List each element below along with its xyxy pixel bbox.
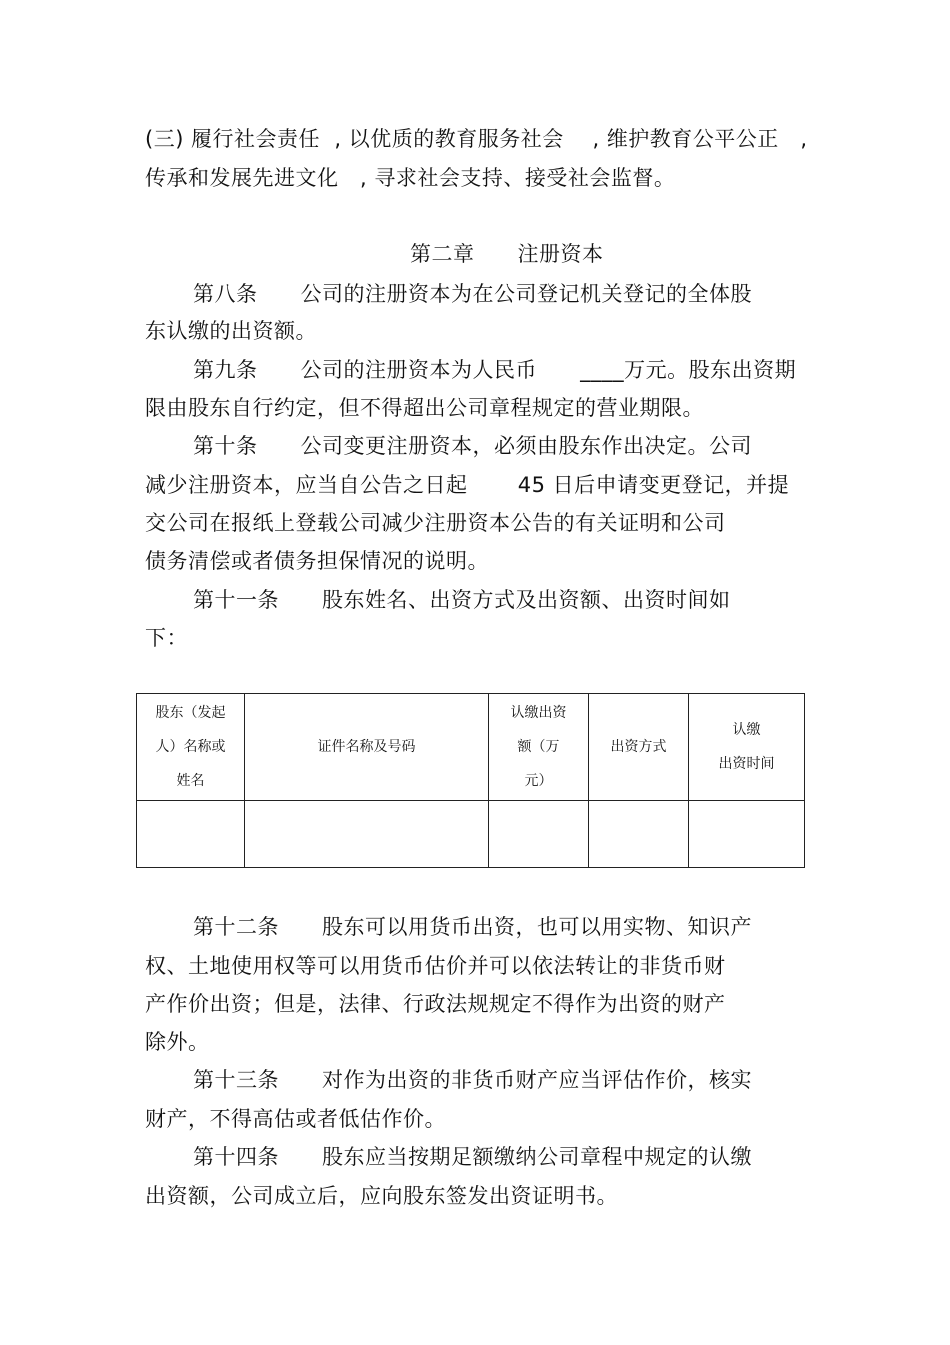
article-10-line-2: 减少注册资本，应当自公告之日起 45 日后申请变更登记，并提 xyxy=(145,473,790,497)
article-12-line-2: 权、土地使用权等可以用货币估价并可以依法转让的非货币财 xyxy=(145,954,726,978)
article-10-line-1: 第十条 公司变更注册资本，必须由股东作出决定。公司 xyxy=(193,434,753,458)
article-14-line-1: 第十四条 股东应当按期足额缴纳公司章程中规定的认缴 xyxy=(193,1145,753,1169)
header-id-document: 证件名称及号码 xyxy=(245,694,489,801)
header-contribution-time: 认缴 出资时间 xyxy=(689,694,805,801)
table-header-row xyxy=(137,694,805,801)
article-8-line-1: 第八条 公司的注册资本为在公司登记机关登记的全体股 xyxy=(193,282,753,306)
article-9-line-1: 第九条 公司的注册资本为人民币 ____万元。股东出资期 xyxy=(193,358,797,382)
chapter-title: 第二章 注册资本 xyxy=(410,242,604,266)
header-shareholder-name: 股东（发起 人）名称或 姓名 xyxy=(137,694,245,801)
table-cell xyxy=(137,801,245,868)
header-contribution-method: 出资方式 xyxy=(589,694,689,801)
intro-line-1: (三) 履行社会责任 , 以优质的教育服务社会 , 维护教育公平公正 , xyxy=(145,127,808,151)
table-cell xyxy=(689,801,805,868)
table-row xyxy=(137,801,805,868)
article-9-line-2: 限由股东自行约定，但不得超出公司章程规定的营业期限。 xyxy=(145,396,704,420)
article-13-line-1: 第十三条 对作为出资的非货币财产应当评估作价，核实 xyxy=(193,1068,753,1092)
table-cell xyxy=(589,801,689,868)
article-13-line-2: 财产，不得高估或者低估作价。 xyxy=(145,1107,446,1131)
header-subscribed-amount: 认缴出资 额（万 元） xyxy=(489,694,589,801)
shareholder-contribution-table xyxy=(136,693,805,868)
article-11-line-2: 下： xyxy=(145,626,188,650)
article-8-line-2: 东认缴的出资额。 xyxy=(145,319,317,343)
article-11-line-1: 第十一条 股东姓名、出资方式及出资额、出资时间如 xyxy=(193,588,731,612)
table-cell xyxy=(489,801,589,868)
intro-line-2: 传承和发展先进文化 , 寻求社会支持、接受社会监督。 xyxy=(145,166,676,190)
article-10-line-3: 交公司在报纸上登载公司减少注册资本公告的有关证明和公司 xyxy=(145,511,726,535)
article-10-line-4: 债务清偿或者债务担保情况的说明。 xyxy=(145,549,489,573)
article-12-line-3: 产作价出资；但是，法律、行政法规规定不得作为出资的财产 xyxy=(145,992,726,1016)
article-14-line-2: 出资额，公司成立后，应向股东签发出资证明书。 xyxy=(145,1184,618,1208)
article-12-line-4: 除外。 xyxy=(145,1030,210,1054)
article-12-line-1: 第十二条 股东可以用货币出资，也可以用实物、知识产 xyxy=(193,915,753,939)
table-cell xyxy=(245,801,489,868)
